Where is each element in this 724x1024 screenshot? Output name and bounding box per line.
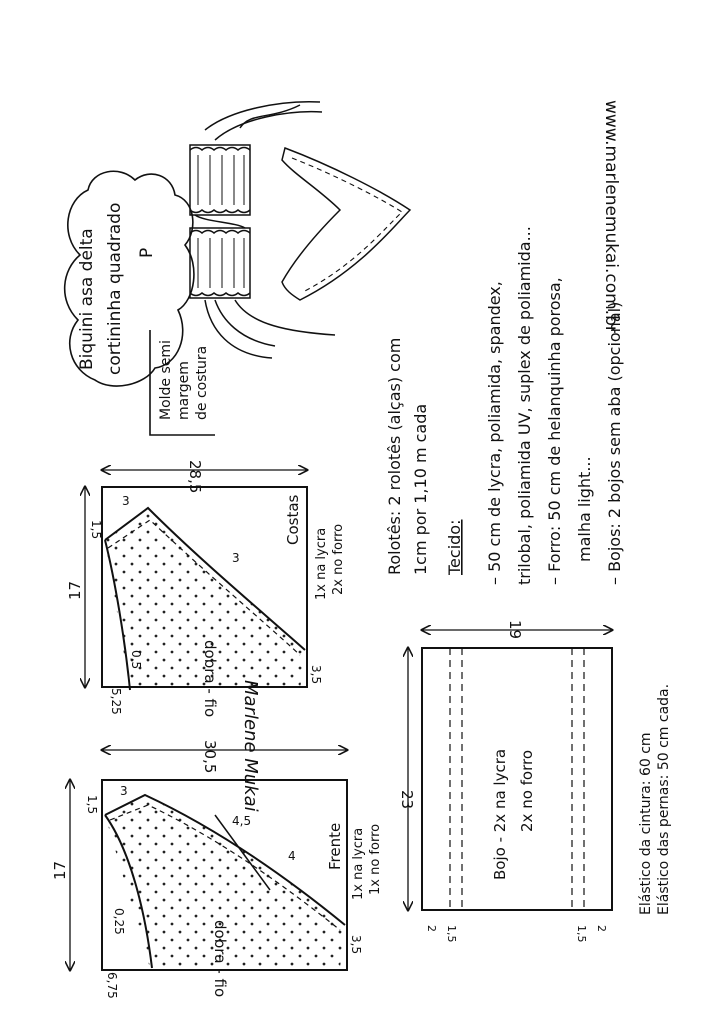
frente-height: 17 [51, 860, 69, 880]
materials-block [385, 226, 624, 585]
pattern-frente [51, 740, 383, 999]
bikini-illustration [190, 102, 410, 358]
title-line-1: Biquini asa delta [77, 228, 97, 370]
costas-bottom-left: 5,25 [109, 688, 123, 715]
signature: Marlene Mukai [240, 680, 261, 812]
costas-cut-1: 1x na lycra [314, 527, 329, 600]
frente-inner-offset-a: 4,5 [232, 814, 252, 828]
costas-fold: dobra - fio [201, 640, 219, 718]
seam-note [150, 330, 215, 435]
bojo-width: 23 [398, 790, 416, 810]
pattern-costas [66, 460, 346, 717]
bojo-height: 19 [506, 620, 524, 640]
frente-fold: dobra - fio [211, 920, 229, 998]
bojo-hem-bottom-b: 2 [595, 925, 608, 932]
rolotes-line-2: 1cm por 1,10 m cada [411, 403, 430, 575]
elastic-cintura: Elástico da cintura: 60 cm [638, 732, 654, 915]
note-line-3: de costura [194, 345, 210, 420]
elastic-pernas: Elástico das pernas: 50 cm cada. [656, 683, 672, 915]
costas-height: 17 [66, 580, 84, 600]
frente-width: 30,5 [201, 740, 219, 774]
bojo-hem-top-b: 1,5 [445, 925, 458, 943]
bojo-cut-2: 2x no forro [518, 749, 536, 832]
title-cloud [65, 171, 194, 386]
pattern-bojo [398, 620, 612, 943]
frente-top-offset: 3 [120, 784, 128, 798]
costas-right-offset: 1,5 [89, 520, 103, 540]
forro-line-1: – Forro: 50 cm de helanquinha porosa, [545, 277, 564, 585]
costas-name: Costas [284, 494, 302, 545]
bojo-cut-1: Bojo - 2x na lycra [491, 748, 509, 880]
note-line-1: Molde semi [158, 340, 174, 420]
costas-inner-offset: 3 [232, 551, 240, 565]
frente-inner-offset-b: 4 [288, 849, 296, 863]
tecido-line-2: trilobal, poliamida UV, suplex de poliamida... [515, 226, 534, 585]
tecido-line-1: – 50 cm de lycra, poliamida, spandex, [485, 281, 504, 585]
costas-top-offset: 3 [122, 494, 130, 508]
note-line-2: margem [176, 361, 192, 420]
costas-curve-depth: 0,5 [129, 650, 143, 670]
costas-width: 28,5 [186, 460, 204, 494]
website-url: www.marlenemukai.com.br [601, 100, 621, 333]
frente-right-offset: 1,5 [85, 795, 99, 815]
title-line-2: cortininha quadrado [105, 202, 125, 375]
costas-bottom-right: 3,5 [309, 665, 323, 685]
rolotes-line-1: Rolotês: 2 rolotês (alças) com [385, 337, 404, 575]
bojo-hem-top-a: 2 [425, 925, 438, 932]
frente-cut-1: 1x na lycra [351, 827, 366, 900]
bojos-line-1: – Bojos: 2 bojos sem aba (opcional) [605, 301, 624, 585]
size-label: P [137, 247, 157, 258]
frente-name: Frente [326, 822, 344, 870]
tecido-label: Tecido: [445, 519, 464, 575]
frente-curve-depth: 0,25 [112, 908, 126, 935]
frente-cut-2: 1x no forro [368, 823, 383, 895]
frente-bottom-left: 6,75 [105, 972, 119, 999]
frente-bottom-right: 3,5 [349, 935, 363, 955]
bojo-hem-bottom-a: 1,5 [575, 925, 588, 943]
costas-cut-2: 2x no forro [331, 523, 346, 595]
forro-line-2: malha light... [575, 456, 594, 562]
